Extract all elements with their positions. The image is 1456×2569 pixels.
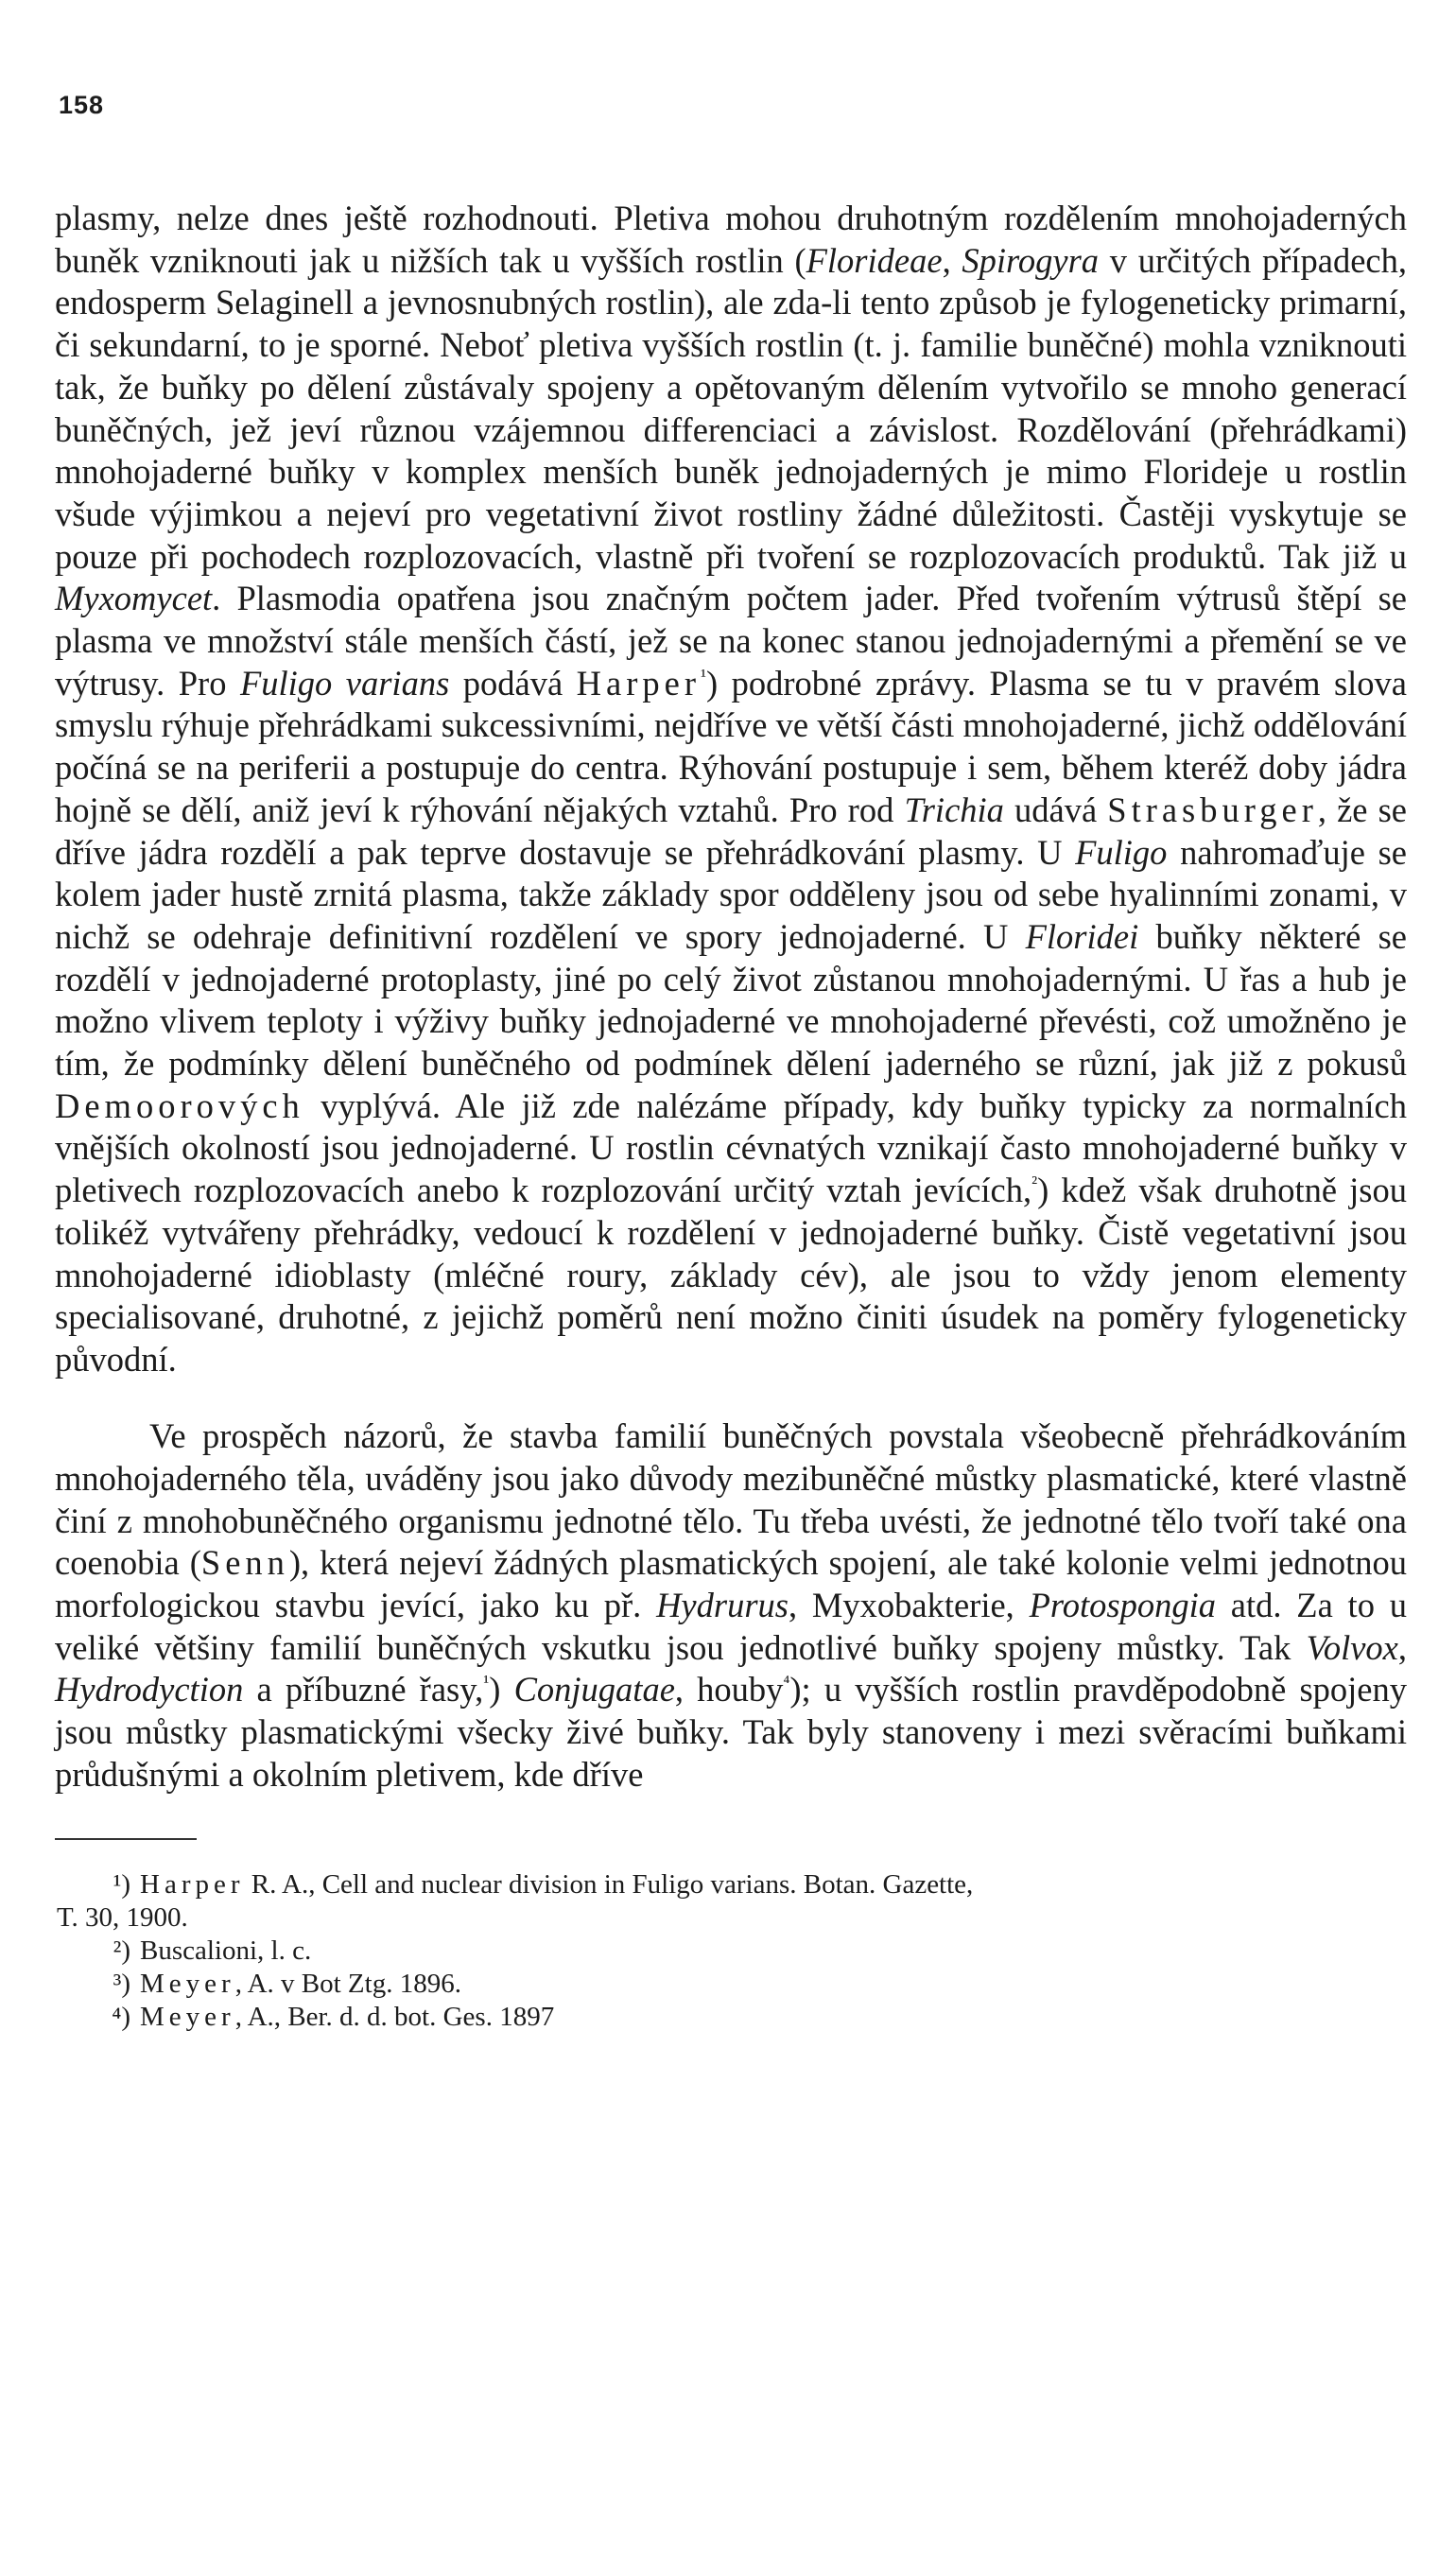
footnote-marker: ⁴) (112, 2001, 130, 2032)
footnote (55, 2001, 1407, 2034)
spaced-name: Demoorových (55, 1085, 304, 1125)
footnote-marker: ¹) (113, 1868, 130, 1900)
text-run: , (1397, 1627, 1407, 1667)
italic-text: Myxomycet (55, 579, 213, 618)
text-run: vyplývá. Ale již zde nalézáme případy, kdy buňky typicky za normalních vnějších okolností jsou jednojaderné. U rostlin cévnatých vznikají často mnohojaderné buňky v pletivech rozplozovacích anebo k rozplozování určitý vztah jevících, (55, 1085, 1407, 1210)
footnote-reference: ⁴ (783, 1672, 790, 1693)
footnote-continuation: T. 30, 1900. (57, 1901, 188, 1933)
spaced-name: Harper (140, 1868, 245, 1900)
paragraph-1 (55, 198, 1407, 1381)
italic-text: Florideae (806, 240, 943, 280)
text-run: Buscalioni, l. c. (140, 1935, 312, 1966)
text-run: udává (1003, 790, 1108, 829)
italic-text: Floridei (1025, 916, 1139, 956)
footnotes (55, 1868, 1407, 2034)
spaced-name: Senn (200, 1543, 289, 1583)
text-run: Ve prospěch názorů, že stavba familií buněčných povstala všeobecně přehrádkováním mnohojaderného těla, uváděny jsou jako důvody mezibuněčné můstky plasmatické, které vlastně činí z mnohobuněčného organismu jednotné tělo. Tu třeba uvésti, že jednotné tělo tvoří také ona coenobia ( (55, 1416, 1407, 1583)
italic-text: Trichia (904, 790, 1004, 829)
spaced-name: Strasburger (1107, 790, 1318, 829)
text-run: , Myxobakterie, (789, 1586, 1030, 1624)
footnote-divider (55, 1838, 197, 1840)
text-run: buňky některé se rozdělí v jednojaderné protoplasty, jiné po celý život zůstanou mnohojadernými. U řas a hub je možno vlivem teploty i výživy buňky jednojaderné ve mnohojaderné převésti, což umožněno je tím, že podmínky dělení buněčného od podmínek dělení jaderného se různí, jak již z pokusů (55, 916, 1407, 1084)
text-run: , že se dříve jádra rozdělí a pak teprve dostavuje se přehrádkování plasmy. U (55, 790, 1407, 872)
text-run: . Plasmodia opatřena jsou značným počtem jader. Před tvořením výtrusů štěpí se plasma ve množství stále menších částí, jež se na konec stanou jednojadernými a přemění se ve výtrusy. Pro (55, 579, 1407, 703)
italic-text: Spirogyra (962, 240, 1100, 280)
footnote-marker: ²) (113, 1935, 130, 1966)
text-run: , A., Ber. d. d. bot. Ges. 1897 (234, 2001, 555, 2032)
text-run: v určitých případech, endosperm Selaginell a jevnosnubných rostlin), ale zda-li tento způsob je fylogeneticky primarní, či sekundarní, to je sporné. Neboť pletiva vyšších rostlin (t. j. familie buněčné) mohla vzniknouti tak, že buňky po dělení zůstávaly spojeny a opětovaným dělením vytvořilo se mnoho generací buněčných, jež jeví různou vzájemnou differenciaci a závislost. Rozdělování (přehrádkami) mnohojaderné buňky v komplex menších buněk jednojaderných je mimo Florideje u rostlin všude výjimkou a nejeví pro vegetativní život rostliny žádné důležitosti. Častěji vyskytuje se pouze při pochodech rozplozovacích, vlastně při tvoření se rozplozovacích produktů. Tak již u (55, 240, 1408, 576)
spaced-name: Harper (576, 663, 701, 703)
page-number: 158 (59, 91, 105, 119)
text-run: ); u vyšších rostlin pravděpodobně spojeny jsou můstky plasmatickými všecky živé buňky. Tak byly stanoveny i mezi svěracími buňkami průdušnými a okolním pletivem, kde dříve (55, 1670, 1408, 1794)
text-run: podává (449, 663, 577, 703)
text-run: ) (489, 1670, 514, 1710)
footnote (55, 1868, 1407, 1901)
italic-text: Fuligo varians (239, 663, 450, 703)
footnote-reference: ¹ (483, 1672, 490, 1693)
italic-text: Volvox (1306, 1627, 1398, 1667)
text-run: ) kdež však druhotně jsou tolikéž vytvářeny přehrádky, vedoucí k rozdělení v jednojaderné buňky. Čistě vegetativní jsou mnohojaderné idioblasty (mléčné roury, základy cév), ale jsou to vždy jenom elementy specialisované, druhotné, z jejichž poměrů není možno činiti úsudek na poměry fylogeneticky původní. (55, 1171, 1407, 1379)
text-run: , (942, 240, 962, 280)
footnote-reference: ¹ (701, 665, 706, 686)
text-run: , A. v Bot Ztg. 1896. (234, 1968, 461, 1999)
text-run: R. A., Cell and nuclear division in Fuligo varians. Botan. Gazette, (244, 1868, 974, 1900)
spaced-name: Meyer (140, 2001, 235, 2032)
italic-text: Conjugatae (513, 1670, 675, 1710)
text-run: ) podrobné zprávy. Plasma se tu v pravém slova smyslu rýhuje přehrádkami sukcessivními, nejdříve ve větší části mnohojaderné, jichž oddělování počíná se na periferii a postupuje do centra. Rýhování postupuje i sem, během kteréž doby jádra hojně se dělí, aniž jeví k rýhování nějakých vztahů. Pro rod (55, 663, 1407, 829)
italic-text: Protospongia (1029, 1586, 1216, 1624)
paragraph-2 (55, 1415, 1407, 1796)
italic-text: Fuligo (1075, 832, 1168, 872)
text-run: a příbuzné řasy, (243, 1670, 484, 1710)
text-run: plasmy, nelze dnes ještě rozhodnouti. Pletiva mohou druhotným rozdělením mnohojaderných buněk vzniknouti jak u nižších tak u vyšších rostlin ( (55, 199, 1407, 280)
footnote (55, 1968, 1407, 2001)
text-run: nahromaďuje se kolem jader hustě zrnitá plasma, takže základy spor odděleny jsou od sebe hyalinními zonami, v nichž se odehraje definitivní rozdělení ve spory jednojaderné. U (55, 832, 1407, 956)
book-page (55, 91, 1407, 2034)
italic-text: Hydrodyction (55, 1670, 244, 1710)
text-run: atd. Za to u veliké většiny familií buněčných vskutku jsou jednotlivé buňky spojeny můstky. Tak (55, 1586, 1407, 1667)
footnote-marker: ³) (113, 1968, 130, 1999)
footnote-reference: ² (1031, 1172, 1038, 1194)
spaced-name: Meyer (140, 1968, 235, 1999)
footnote (55, 1935, 1407, 1968)
body-text (55, 198, 1407, 1797)
text-run: ), která nejeví žádných plasmatických spojení, ale také kolonie velmi jednotnou morfologickou stavbu jevící, jako ku př. (55, 1543, 1408, 1624)
text-run: , houby (674, 1670, 784, 1710)
italic-text: Hydrurus (656, 1586, 789, 1624)
